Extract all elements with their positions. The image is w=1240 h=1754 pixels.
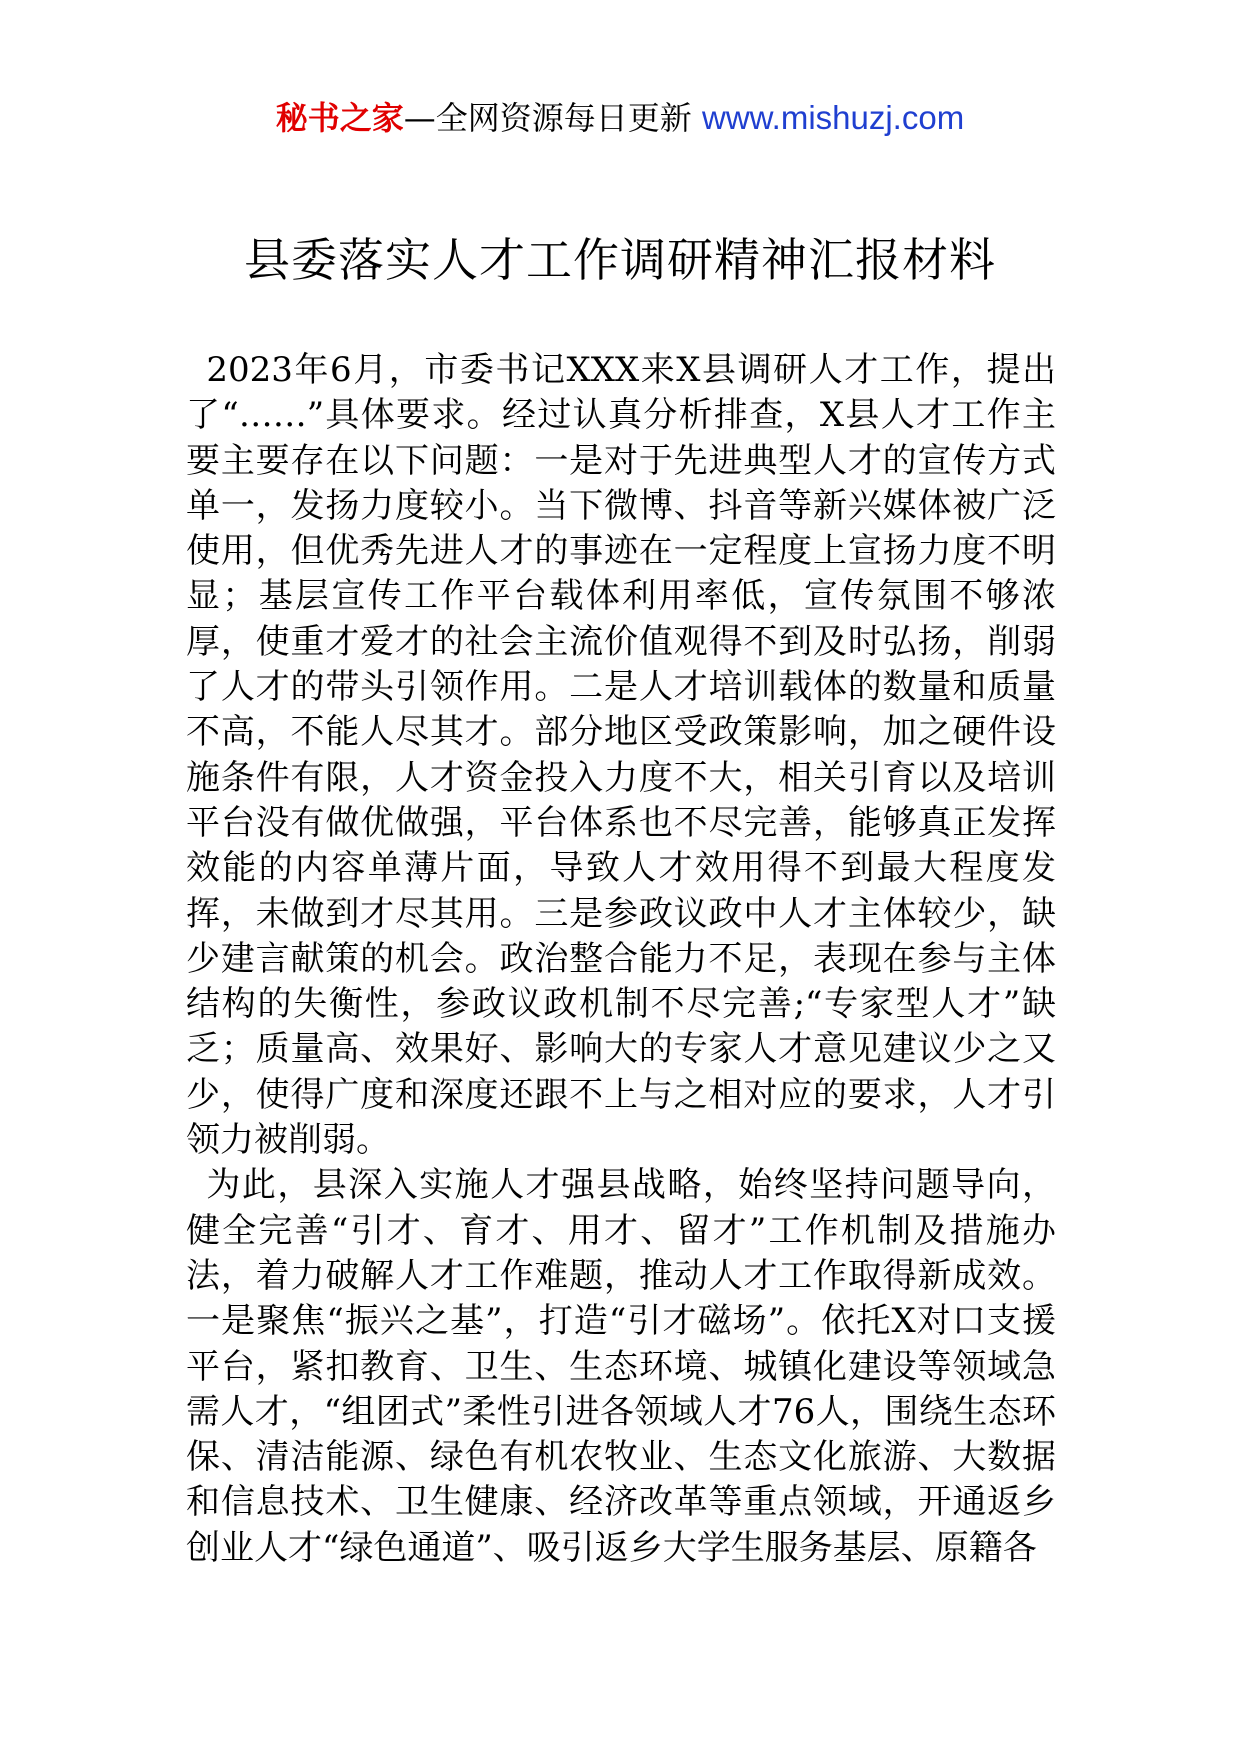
document-body — [186, 348, 1056, 1571]
header-slogan: —全网资源每日更新 — [403, 99, 692, 137]
document-title: 县委落实人才工作调研精神汇报材料 — [244, 233, 996, 287]
brand-name: 秘书之家 — [275, 99, 404, 137]
site-url-link[interactable]: www.mishuzj.com — [701, 99, 965, 136]
paragraph-1: 2023年6月，市委书记XXX来X县调研人才工作，提出了“……”具体要求。经过认真分析排查，X县人才工作主要主要存在以下问题：一是对于先进典型人才的宣传方式单一，发扬力度较小。当下微博、抖音等新兴媒体被广泛使用，但优秀先进人才的事迹在一定程度上宣扬力度不明显；基层宣传工作平台载体利用率低，宣传氛围不够浓厚，使重才爱才的社会主流价值观得不到及时弘扬，削弱了人才的带头引领作用。二是人才培训载体的数量和质量不高，不能人尽其才。部分地区受政策影响，加之硬件设施条件有限，人才资金投入力度不大，相关引育以及培训平台没有做优做强，平台体系也不尽完善，能够真正发挥效能的内容单薄片面，导致人才效用得不到最大程度发挥，未做到才尽其用。三是参政议政中人才主体较少，缺少建言献策的机会。政治整合能力不足，表现在参与主体结构的失衡性，参政议政机制不尽完善;“专家型人才”缺乏；质量高、效果好、影响大的专家人才意见建议少之又少，使得广度和深度还跟不上与之相对应的要求，人才引领力被削弱。 — [186, 350, 1056, 1161]
paragraph-2: 为此，县深入实施人才强县战略，始终坚持问题导向，健全完善“引才、育才、用才、留才”工作机制及措施办法，着力破解人才工作难题，推动人才工作取得新成效。一是聚焦“振兴之基”，打造“引才磁场”。依托X对口支援平台，紧扣教育、卫生、生态环境、城镇化建设等领域急需人才，“组团式”柔性引进各领域人才76人，围绕生态环保、清洁能源、绿色有机农牧业、生态文化旅游、大数据和信息技术、卫生健康、经济改革等重点领域，开通返乡创业人才“绿色通道”、吸引返乡大学生服务基层、原籍各 — [186, 1165, 1056, 1568]
site-header — [0, 98, 1240, 138]
